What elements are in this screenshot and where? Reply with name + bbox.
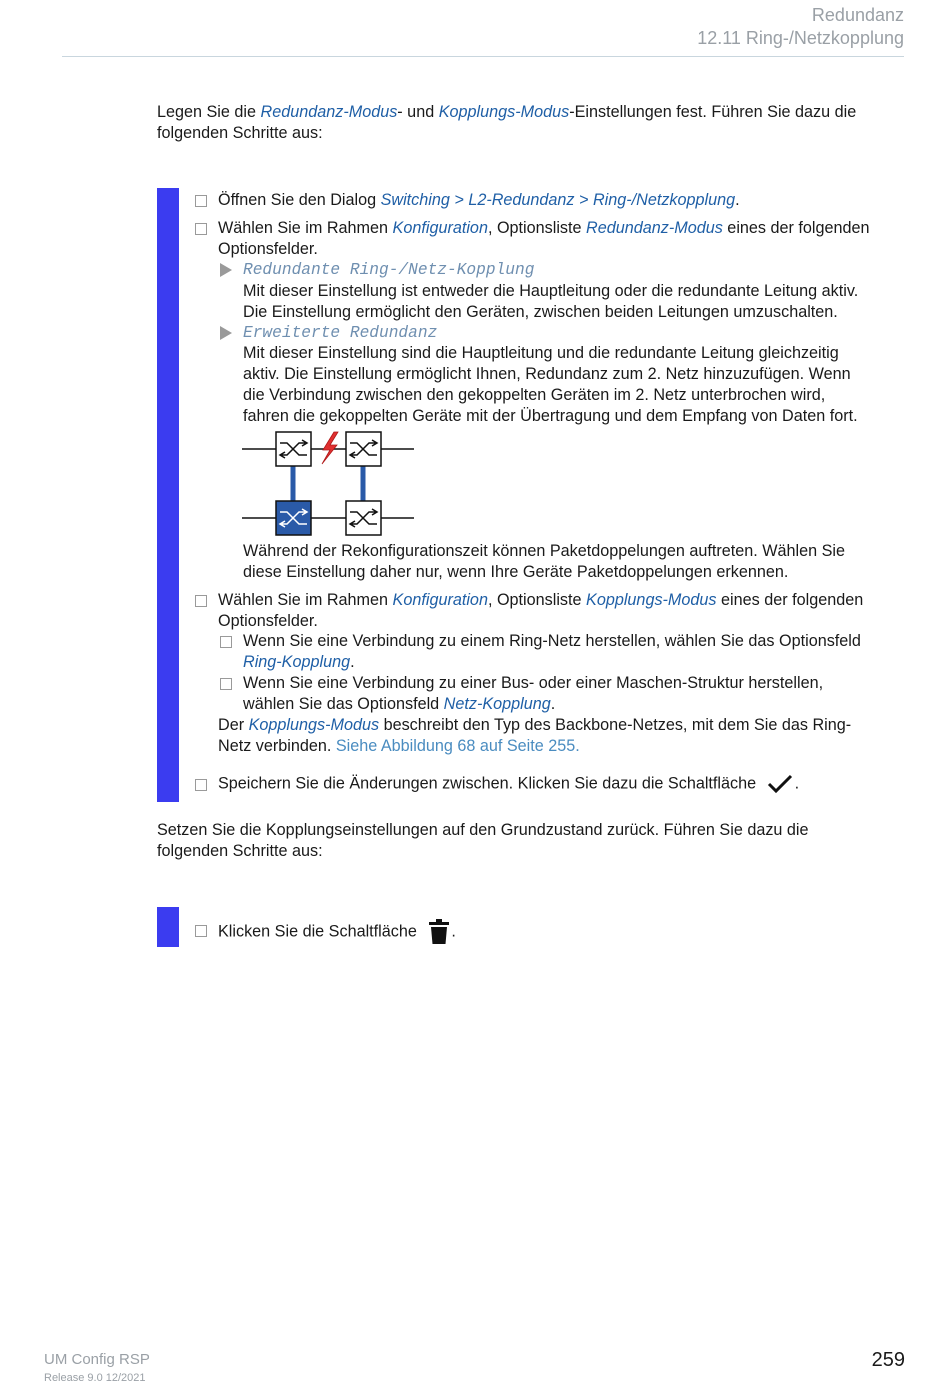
- switch-icon: [276, 432, 311, 466]
- redundanz-modus-link: Redundanz-Modus: [586, 219, 723, 237]
- checkmark-icon: [765, 773, 795, 795]
- sub-step-net-coupling: Wenn Sie eine Verbindung zu einer Bus- oder einer Maschen-Struktur herstellen,: [243, 674, 824, 692]
- sub-step-ring-coupling-cont: Ring-Kopplung.: [243, 653, 355, 671]
- step-text-continuation: Optionsfelder.: [218, 240, 318, 258]
- option-extended-redundancy: Erweiterte Redundanz: [243, 324, 438, 342]
- kopplungs-modus-link: Kopplungs-Modus: [248, 716, 380, 734]
- option-description: die Verbindung zwischen den gekoppelten Geräten im 2. Netz unterbrochen wird,: [243, 386, 826, 404]
- sub-step-checkbox: [220, 678, 232, 690]
- step-reset-coupling: Klicken Sie die Schaltfläche .: [218, 919, 456, 945]
- step-checkbox: [195, 195, 207, 207]
- redundanz-modus-link: Redundanz-Modus: [260, 103, 398, 121]
- netz-kopplung-link: Netz-Kopplung: [443, 695, 551, 713]
- option-description: Mit dieser Einstellung ist entweder die Hauptleitung oder die redundante Leitung aktiv.: [243, 282, 859, 300]
- step-checkbox: [195, 223, 207, 235]
- lightning-fault-icon: [322, 432, 338, 464]
- step-save-changes: Speichern Sie die Änderungen zwischen. Klicken Sie dazu die Schaltfläche .: [218, 773, 799, 795]
- page-number: 259: [871, 1349, 905, 1371]
- step-text-continuation: Optionsfelder.: [218, 612, 318, 630]
- step-checkbox: [195, 925, 207, 937]
- intro-paragraph-2: Setzen Sie die Kopplungseinstellungen auf den Grundzustand zurück. Führen Sie dazu die folgenden Schritte aus:: [157, 821, 809, 860]
- figure-reference-link[interactable]: Siehe Abbildung 68 auf Seite 255.: [335, 737, 580, 755]
- coupling-mode-note-cont: Netz verbinden. Siehe Abbildung 68 auf Seite 255.: [218, 737, 580, 755]
- sub-step-checkbox: [220, 636, 232, 648]
- header-divider: [62, 56, 904, 57]
- sub-step-net-coupling-cont: wählen Sie das Optionsfeld Netz-Kopplung.: [243, 695, 556, 713]
- triangle-bullet-icon: [220, 326, 232, 340]
- coupling-mode-note: Der Kopplungs-Modus beschreibt den Typ des Backbone-Netzes, mit dem Sie das Ring-: [218, 716, 852, 734]
- ring-kopplung-link: Ring-Kopplung: [243, 653, 351, 671]
- trash-icon: [427, 919, 451, 945]
- kopplungs-modus-link: Kopplungs-Modus: [586, 591, 717, 609]
- procedure-bar: [157, 188, 179, 802]
- kopplungs-modus-link: Kopplungs-Modus: [438, 103, 570, 121]
- coupling-diagram: [242, 428, 417, 540]
- option-description: fahren die gekoppelten Geräte mit der Übertragung und dem Empfang von Daten fort.: [243, 407, 858, 425]
- footer-release: Release 9.0 12/2021: [44, 1372, 146, 1384]
- step-open-dialog: Öffnen Sie den Dialog Switching > L2-Redundanz > Ring-/Netzkopplung.: [218, 191, 740, 209]
- konfiguration-link: Konfiguration: [392, 219, 488, 237]
- duplicate-packets-note: Während der Rekonfigurationszeit können Paketdoppelungen auftreten. Wählen Sie: [243, 542, 846, 560]
- konfiguration-link: Konfiguration: [392, 591, 488, 609]
- step-select-redundancy-mode: Wählen Sie im Rahmen Konfiguration, Optionsliste Redundanz-Modus eines der folgenden: [218, 219, 870, 237]
- step-checkbox: [195, 595, 207, 607]
- step-checkbox: [195, 779, 207, 791]
- switch-icon: [346, 501, 381, 535]
- option-description: Die Einstellung ermöglicht den Geräten, zwischen beiden Leitungen umzuschalten.: [243, 303, 838, 321]
- switch-icon: [346, 432, 381, 466]
- intro-paragraph-1: Legen Sie die Redundanz-Modus- und Kopplungs-Modus-Einstellungen fest. Führen Sie dazu die folgenden Schritte aus:: [157, 103, 857, 142]
- option-description: Mit dieser Einstellung sind die Hauptleitung und die redundante Leitung gleichzeitig: [243, 344, 839, 362]
- sub-step-ring-coupling: Wenn Sie eine Verbindung zu einem Ring-Netz herstellen, wählen Sie das Optionsfeld: [243, 632, 861, 650]
- triangle-bullet-icon: [220, 263, 232, 277]
- procedure-bar: [157, 907, 179, 947]
- duplicate-packets-note: diese Einstellung daher nur, wenn Ihre Geräte Paketdoppelungen erkennen.: [243, 563, 789, 581]
- option-redundant-coupling: Redundante Ring-/Netz-Kopplung: [243, 261, 535, 279]
- header-chapter: Redundanz: [811, 5, 904, 25]
- step-select-coupling-mode: Wählen Sie im Rahmen Konfiguration, Optionsliste Kopplungs-Modus eines der folgenden: [218, 591, 864, 609]
- option-description: aktiv. Die Einstellung ermöglicht Ihnen, Redundanz zum 2. Netz hinzuzufügen. Wenn: [243, 365, 851, 383]
- switch-icon-active: [276, 501, 311, 535]
- footer-document-title: UM Config RSP: [44, 1351, 150, 1368]
- header-section: 12.11 Ring-/Netzkopplung: [697, 28, 904, 48]
- dialog-path-link: Switching > L2-Redundanz > Ring-/Netzkopplung: [380, 191, 736, 209]
